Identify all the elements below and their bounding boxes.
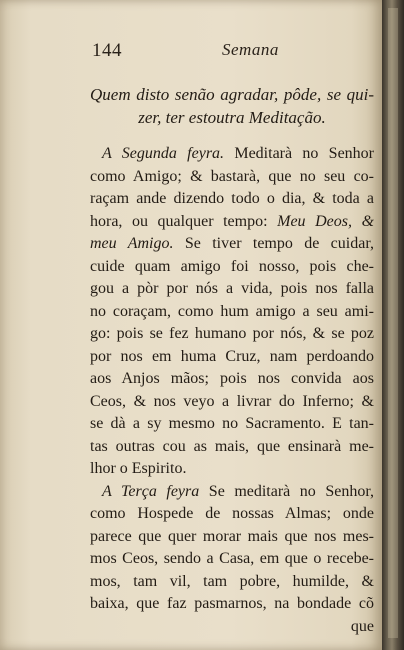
paragraph-line: parece que quer morar mais que nos mes- bbox=[90, 527, 374, 545]
heading-line-2: zer, ter estoutra Meditação. bbox=[138, 107, 326, 127]
heading-line-1: Quem disto senão agradar, pôde, se qui- bbox=[90, 85, 374, 104]
prayer-phrase: meu Amigo. bbox=[90, 235, 174, 252]
next-page-edge bbox=[382, 0, 404, 650]
paragraph-line: mos, tam vil, tam pobre, humilde, & bbox=[90, 572, 374, 590]
paragraph-line: Ceos, & nos veyo a livrar do Inferno; & bbox=[90, 392, 374, 410]
paragraph-line: tas outras cou as mais, que ensinarà me- bbox=[90, 437, 374, 455]
paragraph-line: por nos em huma Cruz, nam perdoando bbox=[90, 347, 374, 365]
paragraph-line: raçam ande dizendo todo o dia, & toda a bbox=[90, 190, 374, 207]
paragraph-text: Se tiver tempo de cuidar, bbox=[184, 235, 375, 252]
prayer-phrase: Meu Deos, & bbox=[277, 212, 375, 230]
paragraph-line: go: pois se fez humano por nós, & se poz bbox=[90, 325, 374, 342]
running-head: Semana bbox=[222, 40, 279, 59]
paragraph-line: baixa, que faz pasmarnos, na bondade cõ bbox=[90, 595, 374, 612]
day-label-tuesday: A Terça feyra bbox=[102, 482, 200, 500]
day-label-monday: A Segunda feyra. bbox=[102, 145, 225, 162]
paragraph-line: gou a pòr por nós a vida, pois nos falla bbox=[90, 280, 374, 297]
paragraph-text: Meditarà no Senhor bbox=[234, 145, 375, 162]
paragraph-line: como Hospede de nossas Almas; onde bbox=[90, 505, 374, 522]
page-edge-strip bbox=[388, 8, 398, 638]
paragraph-line bbox=[90, 143, 374, 166]
page-number: 144 bbox=[92, 40, 122, 61]
paragraph-line bbox=[90, 481, 374, 504]
page-header bbox=[0, 40, 382, 64]
paragraph-line: lhor o Espirito. bbox=[90, 460, 187, 477]
paragraph-line bbox=[90, 211, 374, 234]
paragraph-line: cuide quam amigo foi nosso, pois che- bbox=[90, 257, 374, 275]
paragraph-line: se dà a sy mesmo no Sacramento. E tan- bbox=[90, 415, 374, 432]
section-gap bbox=[90, 129, 374, 143]
paragraph-line: como Amigo; & bastarà, que no seu co- bbox=[90, 167, 374, 185]
paragraph-line: no coraçam, como hum amigo a seu ami- bbox=[90, 302, 374, 320]
paragraph-line bbox=[90, 233, 374, 256]
page-body bbox=[90, 84, 374, 638]
paragraph-line: aos Anjos mãos; pois nos convida aos bbox=[90, 370, 374, 387]
paragraph-text: hora, ou qualquer tempo: bbox=[90, 212, 268, 230]
paragraph-text: Se meditarà no Senhor, bbox=[208, 482, 375, 500]
paragraph-line: mos Ceos, sendo a Casa, em que o recebe- bbox=[90, 550, 374, 567]
catchword: que bbox=[350, 617, 374, 635]
